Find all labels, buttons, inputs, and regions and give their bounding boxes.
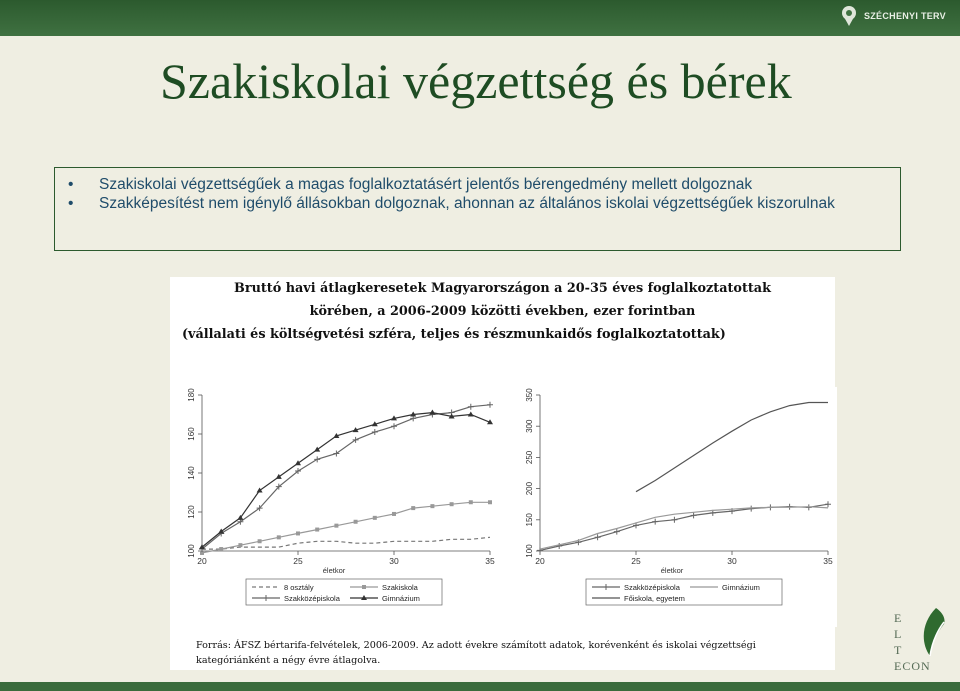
bullet-box [54,167,901,251]
source-note: Forrás: ÁFSZ bértarifa-felvételek, 2006-2009. Az adott évekre számított adatok, korévenként és iskolai végzettségi kategóriánként a négy évre átlagolva. [196,640,756,666]
x-tick-label: 30 [389,556,399,566]
x-tick-label: 25 [631,556,641,566]
slide-title: Szakiskolai végzettség és bérek [160,53,792,109]
y-tick-label: 300 [525,419,534,433]
figure-title [170,277,835,346]
legend-label: 8 osztály [284,583,314,592]
data-point [258,539,262,543]
x-tick-label: 30 [727,556,737,566]
logo-letters: E L T ECON [894,611,931,673]
figure-title-line: (vállalati és költségvetési szféra, teljes és részmunkaidős foglalkoztatottak) [182,327,726,342]
chart-figure [170,277,835,670]
y-tick-label: 150 [525,513,534,527]
bullet-marker: • [68,195,74,212]
data-point [411,506,415,510]
x-tick-label: 35 [485,556,495,566]
data-point [315,528,319,532]
bottom-bar [0,682,960,691]
legend-label: Főiskola, egyetem [624,594,685,603]
x-tick-label: 35 [823,556,833,566]
data-point [238,543,242,547]
plot-area [540,395,828,551]
legend-label: Gimnázium [722,583,760,592]
legend-label: Szakiskola [382,583,418,592]
data-point [469,500,473,504]
y-tick-label: 250 [525,450,534,465]
legend-label: Szakközépiskola [284,594,340,603]
top-bar [0,0,960,36]
y-tick-label: 200 [525,481,534,496]
x-tick-label: 25 [293,556,303,566]
data-point [219,547,223,551]
data-point [430,504,434,508]
legend-marker [362,585,366,589]
bullet-marker: • [68,176,74,193]
plot-area [202,395,490,551]
x-tick-label: 20 [197,556,207,566]
y-tick-label: 140 [187,466,196,480]
bullet-item [63,175,892,194]
data-point [334,524,338,528]
bullet-item [63,194,892,213]
x-axis-label: életkor [322,566,346,575]
y-tick-label: 120 [187,505,196,519]
left-wage-chart [172,387,499,627]
map-pin-icon [840,5,858,27]
y-tick-label: 100 [525,544,534,558]
data-point [354,520,358,524]
y-tick-label: 180 [187,388,196,402]
data-point [373,516,377,520]
x-axis-label: életkor [660,566,684,575]
x-tick-label: 20 [535,556,545,566]
right-wage-chart [510,387,837,627]
figure-title-line: Bruttó havi átlagkeresetek Magyarországon a 20-35 éves foglalkoztatottak [234,281,771,296]
data-point [296,531,300,535]
y-tick-label: 100 [187,544,196,558]
figure-title-line: körében, a 2006-2009 közötti években, ezer forintban [309,304,696,319]
leaf-icon [918,604,948,664]
legend-label: Gimnázium [382,594,420,603]
szechenyi-terv-logo [840,5,946,27]
bullet-list [63,175,892,213]
data-point [450,502,454,506]
legend-label: Szakközépiskola [624,583,680,592]
y-tick-label: 350 [525,388,534,402]
brand-text: SZÉCHENYI TERV [863,11,946,21]
y-tick-label: 160 [187,427,196,441]
data-point [392,512,396,516]
data-point [488,500,492,504]
elte-econ-logo [892,600,952,676]
bullet-text: Szakiskolai végzettségűek a magas foglalkoztatásért jelentős bérengedmény mellett dolgoznak [99,176,753,193]
bullet-text: Szakképesítést nem igénylő állásokban dolgoznak, ahonnan az általános iskolai végzettségűek kiszorulnak [99,195,835,212]
data-point [277,535,281,539]
